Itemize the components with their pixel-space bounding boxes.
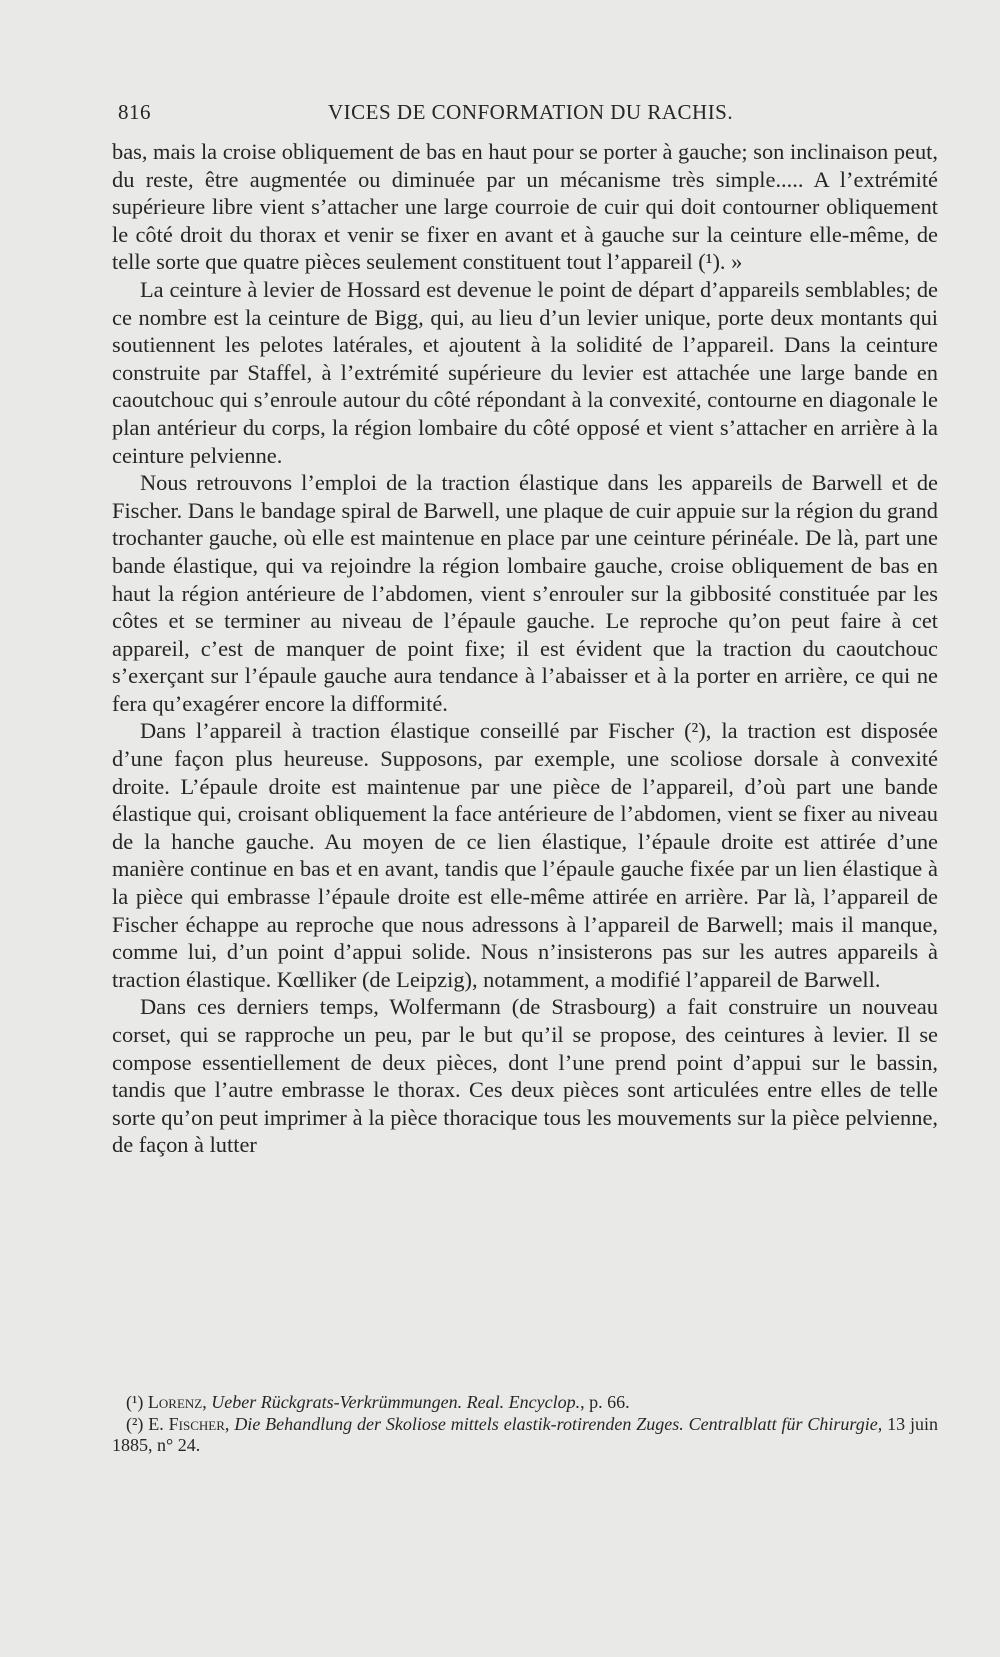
footnotes: [112, 1392, 938, 1457]
footnote-2: [112, 1414, 938, 1457]
footnote-author-prefix: E.: [148, 1413, 164, 1434]
paragraph-4: Dans l’appareil à traction élastique conseillé par Fischer (²), la traction est disposée d’une façon plus heureuse. Supposons, par exemple, une scoliose dorsale à convexité droite. L’épaule droite est maintenue par une pièce de l’appareil, d’où part une bande élastique qui, croisant obliquement la face antérieure de l’abdomen, vient se fixer au niveau de la hanche gauche. Au moyen de ce lien élastique, l’épaule droite est attirée d’une manière continue en bas et en avant, tandis que l’épaule gauche fixée par un lien élastique à la pièce qui embrasse l’épaule droite est elle-même attirée en arrière. Par là, l’appareil de Fischer échappe au reproche que nous adressons à l’appareil de Barwell; mais il manque, comme lui, d’un point d’appui solide. Nous n’insisterons pas sur les autres appareils à traction élastique. Kœlliker (de Leipzig), notamment, a modifié l’appareil de Barwell.: [112, 718, 938, 992]
body-text: [112, 138, 938, 1159]
footnote-1: [112, 1392, 938, 1414]
paragraph-2: La ceinture à levier de Hossard est devenue le point de départ d’appareils semblables; de ce nombre est la ceinture de Bigg, qui, au lieu d’un levier unique, porte deux montants qui soutiennent les pelotes latérales, et ajoutent à la solidité de l’appareil. Dans la ceinture construite par Staffel, à l’extrémité supérieure du levier est attachée une large bande en caoutchouc qui s’enroule autour du côté répondant à la convexité, contourne en diagonale le plan antérieur du corps, la région lombaire du côté opposé et vient s’attacher en arrière à la ceinture pelvienne.: [112, 276, 938, 468]
paragraph-5: Dans ces derniers temps, Wolfermann (de Strasbourg) a fait construire un nouveau corset, qui se rapproche un peu, par le but qu’il se propose, des ceintures à levier. Il se compose essentiellement de deux pièces, dont l’une prend point d’appui sur le bassin, tandis que l’autre embrasse le thorax. Ces deux pièces sont articulées entre elles de telle sorte qu’on peut imprimer à la pièce thoracique tous les mouvements sur la pièce pelvienne, de façon à lutter: [112, 994, 938, 1158]
footnote-rest: , p. 66.: [580, 1392, 630, 1412]
footnote-title: Ueber Rückgrats-Verkrümmungen. Real. Encyclop.: [211, 1392, 581, 1412]
footnote-rest: 13 juin 1885, n° 24.: [112, 1413, 938, 1455]
paragraph-3: Nous retrouvons l’emploi de la traction élastique dans les appareils de Barwell et de Fischer. Dans le bandage spiral de Barwell, une plaque de cuir appuie sur la région du grand trochanter gauche, où elle est maintenue en place par une ceinture périnéale. De là, part une bande élastique, qui va rejoindre la région lombaire gauche, croise obliquement de bas en haut la région antérieure de l’abdomen, vient s’enrouler sur la gibbosité constituée par les côtes et se terminer au niveau de l’épaule gauche. Le reproche qu’on peut faire à cet appareil, c’est de manquer de point fixe; il est évident que la traction du caoutchouc s’exerçant sur l’épaule gauche aura tendance à l’abaisser et à la porter en arrière, ce qui ne fera qu’exagérer encore la difformité.: [112, 470, 938, 716]
footnote-author: Lorenz,: [147, 1392, 207, 1412]
footnote-author: Fischer,: [168, 1413, 230, 1434]
footnote-title: Die Behandlung der Skoliose mittels elastik-rotirenden Zuges. Centralblatt für Chirurgie,: [234, 1413, 883, 1434]
paragraph-1: bas, mais la croise obliquement de bas en haut pour se porter à gauche; son inclinaison peut, du reste, être augmentée ou diminuée par un mécanisme très simple..... A l’extrémité supérieure libre vient s’attacher une large courroie de cuir qui doit contourner obliquement le côté droit du thorax et venir se fixer en avant et à gauche sur la ceinture elle-même, de telle sorte que quatre pièces seulement constituent tout l’appareil (¹). »: [112, 139, 938, 275]
footnote-marker: (¹): [126, 1392, 144, 1412]
running-header: [118, 100, 938, 130]
running-title: VICES DE CONFORMATION DU RACHIS.: [328, 100, 734, 124]
page-number: 816: [118, 100, 151, 124]
footnote-marker: (²): [126, 1413, 144, 1434]
